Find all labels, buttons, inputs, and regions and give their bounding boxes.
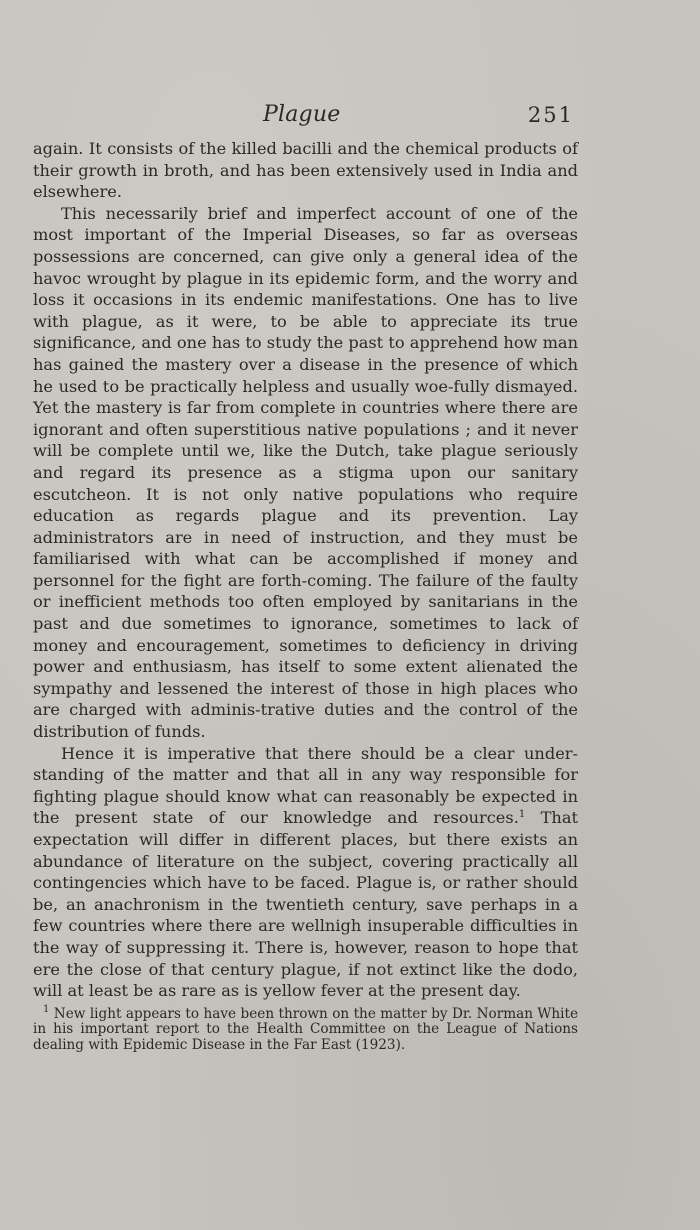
body-text — [33, 138, 578, 1002]
running-title: Plague — [263, 102, 341, 127]
book-page — [33, 98, 578, 1054]
footnote-reference: 1 — [518, 809, 526, 821]
paragraph-text-after-note: That expectation will differ in different places, but there exists an abundance of literature on the subject, covering practically all contingencies which have to be faced. Plague is, or rather should be, an anachronism in the twentieth century, save perhaps in a few countries where there are wellnigh insuperable difficulties in the way of suppressing it. There is, however, reason to hope that ere the close of that century plague, if not extinct like the dodo, will at least be as rare as is yellow fever at the present day. — [33, 808, 578, 1001]
footnote-mark: 1 — [43, 1003, 50, 1015]
footnote — [33, 1003, 578, 1054]
page-number: 251 — [527, 103, 574, 127]
paragraph-imperial-diseases: This necessarily brief and imperfect account of one of the most important of the Imperial Diseases, so far as overseas possessions are concerned, can give only a general idea of the havoc wrought by plague in its epidemic form, and the worry and loss it occasions in its endemic manifestations. One has to live with plague, as it were, to be able to appreciate its true significance, and one has to study the past to apprehend how man has gained the mastery over a disease in the presence of which he used to be practically helpless and usually woe-fully dismayed. Yet the mastery is far from complete in countries where there are ignorant and often superstitious native populations ; and it never will be complete until we, like the Dutch, take plague seriously and regard its presence as a stigma upon our sanitary escutcheon. It is not only native populations who require education as regards plague and its prevention. Lay administrators are in need of instruction, and they must be familiarised with what can be accomplished if money and personnel for the fight are forth-coming. The failure of the faulty or inefficient methods too often employed by sanitarians in the past and due sometimes to ignorance, sometimes to lack of money and encouragement, sometimes to deficiency in driving power and enthusiasm, has itself to some extent alienated the sympathy and lessened the interest of those in high places who are charged with adminis-trative duties and the control of the distribution of funds. — [33, 203, 578, 742]
footnote-text: New light appears to have been thrown on the matter by Dr. Norman White in his important report to the Health Committee on the League of Nations dealing with Epidemic Disease in the Far East (1923). — [33, 1005, 578, 1053]
running-head — [33, 98, 578, 138]
paragraph-understanding — [33, 743, 578, 1002]
paragraph-continuation: again. It consists of the killed bacilli and the chemical products of their growth in broth, and has been extensively used in India and elsewhere. — [33, 139, 578, 202]
paragraph-text-before-note: Hence it is imperative that there should be a clear under-standing of the matter and that all in any way responsible for fighting plague should know what can reasonably be expected in the present state of our knowledge and resources. — [33, 743, 578, 828]
